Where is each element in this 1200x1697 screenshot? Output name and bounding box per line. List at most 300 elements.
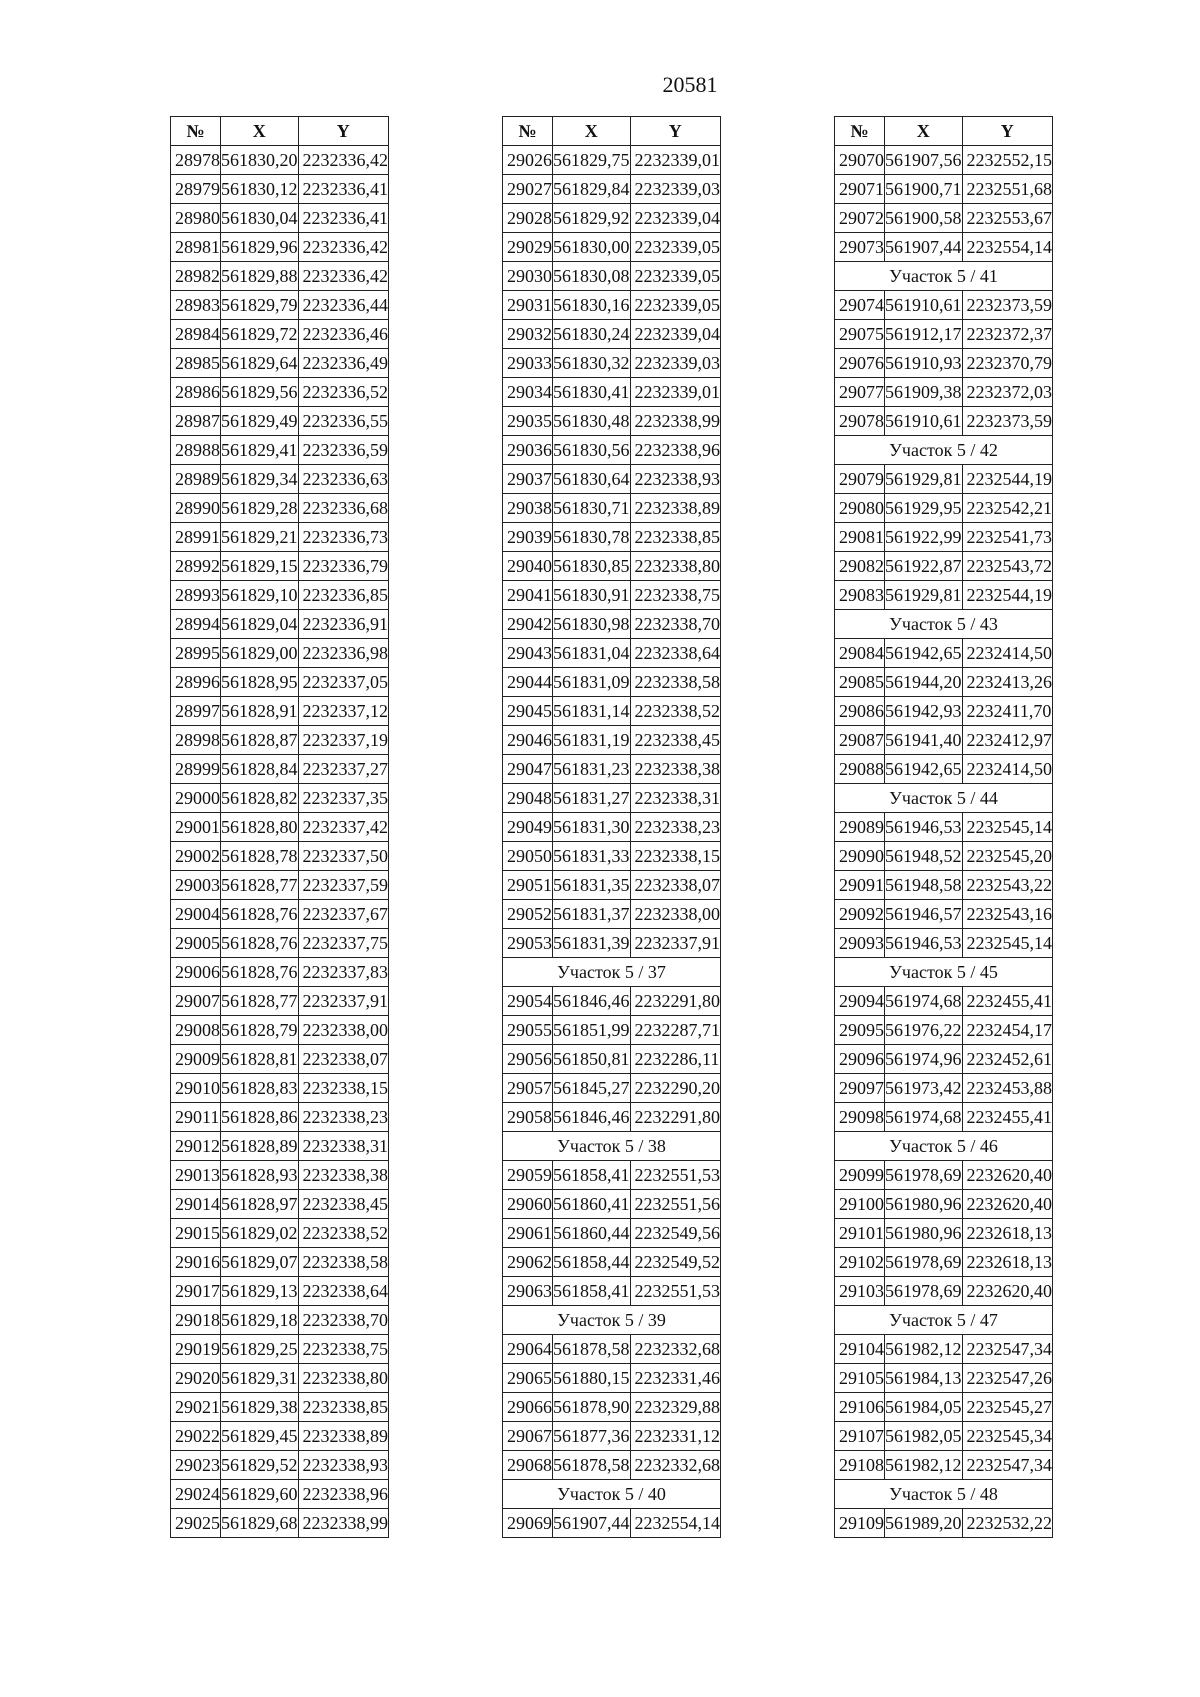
- table-row: [503, 1045, 721, 1074]
- section-label: Участок 5 / 40: [503, 1480, 721, 1509]
- x-coordinate: 561829,04: [221, 610, 299, 639]
- y-coordinate: 2232337,50: [298, 842, 389, 871]
- y-coordinate: 2232455,41: [962, 987, 1053, 1016]
- y-coordinate: 2232287,71: [630, 1016, 721, 1045]
- x-coordinate: 561929,95: [885, 494, 963, 523]
- table-row: [503, 755, 721, 784]
- point-number: 29032: [503, 320, 553, 349]
- x-coordinate: 561830,91: [553, 581, 631, 610]
- point-number: 28980: [171, 204, 221, 233]
- table-row: [835, 146, 1053, 175]
- table-row: [171, 552, 389, 581]
- point-number: 29035: [503, 407, 553, 436]
- point-number: 29059: [503, 1161, 553, 1190]
- table-row: [171, 1277, 389, 1306]
- table-row: [503, 436, 721, 465]
- point-number: 29009: [171, 1045, 221, 1074]
- y-coordinate: 2232543,16: [962, 900, 1053, 929]
- x-coordinate: 561829,72: [221, 320, 299, 349]
- header-row: [835, 117, 1053, 146]
- y-coordinate: 2232541,73: [962, 523, 1053, 552]
- point-number: 29027: [503, 175, 553, 204]
- table-row: [835, 581, 1053, 610]
- table-row: [503, 175, 721, 204]
- x-coordinate: 561989,20: [885, 1509, 963, 1538]
- y-coordinate: 2232454,17: [962, 1016, 1053, 1045]
- point-number: 29049: [503, 813, 553, 842]
- x-coordinate: 561831,09: [553, 668, 631, 697]
- x-coordinate: 561929,81: [885, 465, 963, 494]
- y-coordinate: 2232620,40: [962, 1277, 1053, 1306]
- y-coordinate: 2232618,13: [962, 1248, 1053, 1277]
- point-number: 29085: [835, 668, 885, 697]
- y-coordinate: 2232336,85: [298, 581, 389, 610]
- y-coordinate: 2232373,59: [962, 291, 1053, 320]
- y-coordinate: 2232338,99: [298, 1509, 389, 1538]
- y-coordinate: 2232337,91: [630, 929, 721, 958]
- table-row: [171, 610, 389, 639]
- point-number: 29058: [503, 1103, 553, 1132]
- y-coordinate: 2232291,80: [630, 1103, 721, 1132]
- point-number: 28982: [171, 262, 221, 291]
- point-number: 29018: [171, 1306, 221, 1335]
- x-coordinate: 561976,22: [885, 1016, 963, 1045]
- point-number: 29004: [171, 900, 221, 929]
- table-row: [171, 871, 389, 900]
- x-coordinate: 561831,23: [553, 755, 631, 784]
- point-number: 29062: [503, 1248, 553, 1277]
- x-coordinate: 561828,76: [221, 958, 299, 987]
- table-row: [171, 320, 389, 349]
- x-coordinate: 561850,81: [553, 1045, 631, 1074]
- point-number: 29003: [171, 871, 221, 900]
- x-coordinate: 561846,46: [553, 987, 631, 1016]
- table-row: [503, 349, 721, 378]
- table-row: [503, 262, 721, 291]
- y-coordinate: 2232338,15: [630, 842, 721, 871]
- x-coordinate: 561828,77: [221, 871, 299, 900]
- point-number: 29020: [171, 1364, 221, 1393]
- point-number: 29088: [835, 755, 885, 784]
- section-row: [503, 1306, 721, 1335]
- x-coordinate: 561829,13: [221, 1277, 299, 1306]
- x-coordinate: 561929,81: [885, 581, 963, 610]
- y-coordinate: 2232551,68: [962, 175, 1053, 204]
- y-coordinate: 2232338,31: [298, 1132, 389, 1161]
- y-coordinate: 2232332,68: [630, 1451, 721, 1480]
- point-number: 29061: [503, 1219, 553, 1248]
- point-number: 29097: [835, 1074, 885, 1103]
- point-number: 29087: [835, 726, 885, 755]
- table-row: [835, 697, 1053, 726]
- point-number: 29022: [171, 1422, 221, 1451]
- x-coordinate: 561880,15: [553, 1364, 631, 1393]
- y-coordinate: 2232337,75: [298, 929, 389, 958]
- x-coordinate: 561946,53: [885, 929, 963, 958]
- x-coordinate: 561946,53: [885, 813, 963, 842]
- section-label: Участок 5 / 46: [835, 1132, 1053, 1161]
- x-coordinate: 561831,33: [553, 842, 631, 871]
- y-coordinate: 2232331,12: [630, 1422, 721, 1451]
- y-coordinate: 2232455,41: [962, 1103, 1053, 1132]
- point-number: 29039: [503, 523, 553, 552]
- y-coordinate: 2232336,55: [298, 407, 389, 436]
- table-row: [171, 1248, 389, 1277]
- point-number: 29096: [835, 1045, 885, 1074]
- table-row: [503, 929, 721, 958]
- y-coordinate: 2232337,19: [298, 726, 389, 755]
- section-row: [503, 1132, 721, 1161]
- x-coordinate: 561830,98: [553, 610, 631, 639]
- x-coordinate: 561910,93: [885, 349, 963, 378]
- y-coordinate: 2232339,05: [630, 262, 721, 291]
- table-row: [503, 291, 721, 320]
- y-coordinate: 2232336,41: [298, 175, 389, 204]
- x-coordinate: 561829,10: [221, 581, 299, 610]
- point-number: 29024: [171, 1480, 221, 1509]
- y-coordinate: 2232338,85: [630, 523, 721, 552]
- section-label: Участок 5 / 47: [835, 1306, 1053, 1335]
- x-coordinate: 561830,78: [553, 523, 631, 552]
- table-row: [835, 1045, 1053, 1074]
- table-row: [171, 523, 389, 552]
- x-coordinate: 561948,52: [885, 842, 963, 871]
- point-number: 29034: [503, 378, 553, 407]
- y-coordinate: 2232336,52: [298, 378, 389, 407]
- table-row: [503, 639, 721, 668]
- point-number: 28989: [171, 465, 221, 494]
- point-number: 29002: [171, 842, 221, 871]
- table-row: [835, 233, 1053, 262]
- header-row: [171, 117, 389, 146]
- point-number: 29103: [835, 1277, 885, 1306]
- x-coordinate: 561860,44: [553, 1219, 631, 1248]
- point-number: 29050: [503, 842, 553, 871]
- point-number: 29092: [835, 900, 885, 929]
- x-coordinate: 561948,58: [885, 871, 963, 900]
- point-number: 29094: [835, 987, 885, 1016]
- point-number: 29084: [835, 639, 885, 668]
- x-coordinate: 561830,16: [553, 291, 631, 320]
- y-coordinate: 2232338,00: [630, 900, 721, 929]
- point-number: 29075: [835, 320, 885, 349]
- x-coordinate: 561982,12: [885, 1451, 963, 1480]
- x-coordinate: 561982,12: [885, 1335, 963, 1364]
- x-coordinate: 561982,05: [885, 1422, 963, 1451]
- x-coordinate: 561829,31: [221, 1364, 299, 1393]
- section-label: Участок 5 / 42: [835, 436, 1053, 465]
- table-row: [503, 1335, 721, 1364]
- point-number: 29051: [503, 871, 553, 900]
- table-row: [171, 407, 389, 436]
- point-number: 29079: [835, 465, 885, 494]
- x-coordinate: 561829,68: [221, 1509, 299, 1538]
- x-coordinate: 561829,34: [221, 465, 299, 494]
- table-row: [835, 1016, 1053, 1045]
- point-number: 29101: [835, 1219, 885, 1248]
- x-coordinate: 561829,25: [221, 1335, 299, 1364]
- y-coordinate: 2232336,42: [298, 146, 389, 175]
- table-row: [171, 204, 389, 233]
- header-y: Y: [298, 117, 389, 146]
- point-number: 29109: [835, 1509, 885, 1538]
- table-row: [171, 1509, 389, 1538]
- x-coordinate: 561900,71: [885, 175, 963, 204]
- table-row: [503, 610, 721, 639]
- x-coordinate: 561828,89: [221, 1132, 299, 1161]
- y-coordinate: 2232337,67: [298, 900, 389, 929]
- x-coordinate: 561828,78: [221, 842, 299, 871]
- table-row: [171, 1016, 389, 1045]
- x-coordinate: 561831,19: [553, 726, 631, 755]
- y-coordinate: 2232372,37: [962, 320, 1053, 349]
- y-coordinate: 2232338,80: [630, 552, 721, 581]
- header-num: №: [171, 117, 221, 146]
- point-number: 29078: [835, 407, 885, 436]
- point-number: 29080: [835, 494, 885, 523]
- section-row: [835, 1480, 1053, 1509]
- point-number: 29065: [503, 1364, 553, 1393]
- point-number: 29045: [503, 697, 553, 726]
- table-row: [171, 1074, 389, 1103]
- y-coordinate: 2232336,44: [298, 291, 389, 320]
- table-row: [503, 987, 721, 1016]
- point-number: 29055: [503, 1016, 553, 1045]
- coordinate-table-2: [502, 116, 721, 1538]
- point-number: 29056: [503, 1045, 553, 1074]
- section-label: Участок 5 / 45: [835, 958, 1053, 987]
- x-coordinate: 561828,97: [221, 1190, 299, 1219]
- y-coordinate: 2232338,64: [630, 639, 721, 668]
- table-row: [503, 1248, 721, 1277]
- x-coordinate: 561829,64: [221, 349, 299, 378]
- x-coordinate: 561877,36: [553, 1422, 631, 1451]
- point-number: 28995: [171, 639, 221, 668]
- table-row: [503, 726, 721, 755]
- section-label: Участок 5 / 38: [503, 1132, 721, 1161]
- y-coordinate: 2232372,03: [962, 378, 1053, 407]
- table-row: [171, 813, 389, 842]
- y-coordinate: 2232338,80: [298, 1364, 389, 1393]
- table-row: [171, 494, 389, 523]
- header-x: X: [221, 117, 299, 146]
- table-row: [835, 378, 1053, 407]
- point-number: 29043: [503, 639, 553, 668]
- y-coordinate: 2232370,79: [962, 349, 1053, 378]
- x-coordinate: 561944,20: [885, 668, 963, 697]
- y-coordinate: 2232339,05: [630, 291, 721, 320]
- y-coordinate: 2232338,93: [298, 1451, 389, 1480]
- y-coordinate: 2232544,19: [962, 465, 1053, 494]
- x-coordinate: 561828,95: [221, 668, 299, 697]
- point-number: 29023: [171, 1451, 221, 1480]
- table-row: [503, 146, 721, 175]
- point-number: 29008: [171, 1016, 221, 1045]
- section-row: [835, 1306, 1053, 1335]
- point-number: 28986: [171, 378, 221, 407]
- y-coordinate: 2232338,07: [630, 871, 721, 900]
- table-row: [503, 784, 721, 813]
- x-coordinate: 561828,93: [221, 1161, 299, 1190]
- y-coordinate: 2232338,58: [630, 668, 721, 697]
- x-coordinate: 561980,96: [885, 1190, 963, 1219]
- y-coordinate: 2232337,59: [298, 871, 389, 900]
- point-number: 29019: [171, 1335, 221, 1364]
- y-coordinate: 2232339,01: [630, 378, 721, 407]
- x-coordinate: 561830,20: [221, 146, 299, 175]
- y-coordinate: 2232338,99: [630, 407, 721, 436]
- page-number: 20581: [662, 72, 718, 97]
- point-number: 28979: [171, 175, 221, 204]
- point-number: 29068: [503, 1451, 553, 1480]
- y-coordinate: 2232338,96: [298, 1480, 389, 1509]
- x-coordinate: 561829,56: [221, 378, 299, 407]
- x-coordinate: 561829,52: [221, 1451, 299, 1480]
- point-number: 28998: [171, 726, 221, 755]
- table-row: [503, 523, 721, 552]
- x-coordinate: 561830,41: [553, 378, 631, 407]
- point-number: 29090: [835, 842, 885, 871]
- point-number: 28978: [171, 146, 221, 175]
- y-coordinate: 2232338,45: [298, 1190, 389, 1219]
- x-coordinate: 561910,61: [885, 407, 963, 436]
- point-number: 29007: [171, 987, 221, 1016]
- x-coordinate: 561978,69: [885, 1248, 963, 1277]
- section-row: [835, 262, 1053, 291]
- x-coordinate: 561829,75: [553, 146, 631, 175]
- y-coordinate: 2232337,35: [298, 784, 389, 813]
- table-row: [171, 1480, 389, 1509]
- table-row: [503, 1509, 721, 1538]
- section-label: Участок 5 / 41: [835, 262, 1053, 291]
- y-coordinate: 2232453,88: [962, 1074, 1053, 1103]
- table-row: [835, 1103, 1053, 1132]
- x-coordinate: 561878,58: [553, 1335, 631, 1364]
- section-row: [835, 784, 1053, 813]
- table-row: [171, 697, 389, 726]
- table-row: [171, 378, 389, 407]
- y-coordinate: 2232339,05: [630, 233, 721, 262]
- table-row: [835, 1364, 1053, 1393]
- y-coordinate: 2232336,42: [298, 262, 389, 291]
- y-coordinate: 2232338,75: [630, 581, 721, 610]
- header-x: X: [553, 117, 631, 146]
- x-coordinate: 561978,69: [885, 1161, 963, 1190]
- x-coordinate: 561828,91: [221, 697, 299, 726]
- point-number: 29054: [503, 987, 553, 1016]
- table-row: [835, 929, 1053, 958]
- y-coordinate: 2232338,89: [630, 494, 721, 523]
- y-coordinate: 2232336,73: [298, 523, 389, 552]
- point-number: 28988: [171, 436, 221, 465]
- table-row: [171, 1364, 389, 1393]
- y-coordinate: 2232338,70: [630, 610, 721, 639]
- x-coordinate: 561829,28: [221, 494, 299, 523]
- point-number: 29038: [503, 494, 553, 523]
- x-coordinate: 561909,38: [885, 378, 963, 407]
- x-coordinate: 561912,17: [885, 320, 963, 349]
- table-row: [835, 204, 1053, 233]
- table-row: [171, 784, 389, 813]
- y-coordinate: 2232338,64: [298, 1277, 389, 1306]
- table-row: [171, 291, 389, 320]
- y-coordinate: 2232338,07: [298, 1045, 389, 1074]
- table-row: [835, 291, 1053, 320]
- table-row: [835, 523, 1053, 552]
- table-row: [171, 146, 389, 175]
- y-coordinate: 2232336,63: [298, 465, 389, 494]
- table-row: [835, 320, 1053, 349]
- x-coordinate: 561830,08: [553, 262, 631, 291]
- point-number: 29013: [171, 1161, 221, 1190]
- x-coordinate: 561946,57: [885, 900, 963, 929]
- x-coordinate: 561830,64: [553, 465, 631, 494]
- point-number: 29071: [835, 175, 885, 204]
- y-coordinate: 2232336,42: [298, 233, 389, 262]
- section-label: Участок 5 / 48: [835, 1480, 1053, 1509]
- x-coordinate: 561973,42: [885, 1074, 963, 1103]
- y-coordinate: 2232338,85: [298, 1393, 389, 1422]
- y-coordinate: 2232545,20: [962, 842, 1053, 871]
- x-coordinate: 561829,21: [221, 523, 299, 552]
- point-number: 28991: [171, 523, 221, 552]
- y-coordinate: 2232620,40: [962, 1161, 1053, 1190]
- x-coordinate: 561846,46: [553, 1103, 631, 1132]
- table-row: [171, 1335, 389, 1364]
- x-coordinate: 561978,69: [885, 1277, 963, 1306]
- point-number: 29044: [503, 668, 553, 697]
- x-coordinate: 561907,44: [885, 233, 963, 262]
- table-row: [503, 552, 721, 581]
- y-coordinate: 2232411,70: [962, 697, 1053, 726]
- point-number: 28996: [171, 668, 221, 697]
- point-number: 29072: [835, 204, 885, 233]
- point-number: 29048: [503, 784, 553, 813]
- x-coordinate: 561974,68: [885, 1103, 963, 1132]
- point-number: 29100: [835, 1190, 885, 1219]
- y-coordinate: 2232545,27: [962, 1393, 1053, 1422]
- y-coordinate: 2232545,14: [962, 813, 1053, 842]
- y-coordinate: 2232551,53: [630, 1161, 721, 1190]
- point-number: 29012: [171, 1132, 221, 1161]
- table-row: [171, 755, 389, 784]
- point-number: 29025: [171, 1509, 221, 1538]
- point-number: 29106: [835, 1393, 885, 1422]
- y-coordinate: 2232412,97: [962, 726, 1053, 755]
- table-row: [835, 726, 1053, 755]
- table-row: [835, 407, 1053, 436]
- point-number: 29021: [171, 1393, 221, 1422]
- x-coordinate: 561942,65: [885, 639, 963, 668]
- y-coordinate: 2232338,89: [298, 1422, 389, 1451]
- y-coordinate: 2232620,40: [962, 1190, 1053, 1219]
- point-number: 29099: [835, 1161, 885, 1190]
- point-number: 29073: [835, 233, 885, 262]
- point-number: 29053: [503, 929, 553, 958]
- table-row: [835, 1393, 1053, 1422]
- y-coordinate: 2232336,49: [298, 349, 389, 378]
- table-row: [171, 175, 389, 204]
- table-row: [503, 813, 721, 842]
- point-number: 28997: [171, 697, 221, 726]
- table-row: [503, 668, 721, 697]
- point-number: 29028: [503, 204, 553, 233]
- x-coordinate: 561829,38: [221, 1393, 299, 1422]
- point-number: 29001: [171, 813, 221, 842]
- point-number: 29064: [503, 1335, 553, 1364]
- x-coordinate: 561830,04: [221, 204, 299, 233]
- table-row: [171, 900, 389, 929]
